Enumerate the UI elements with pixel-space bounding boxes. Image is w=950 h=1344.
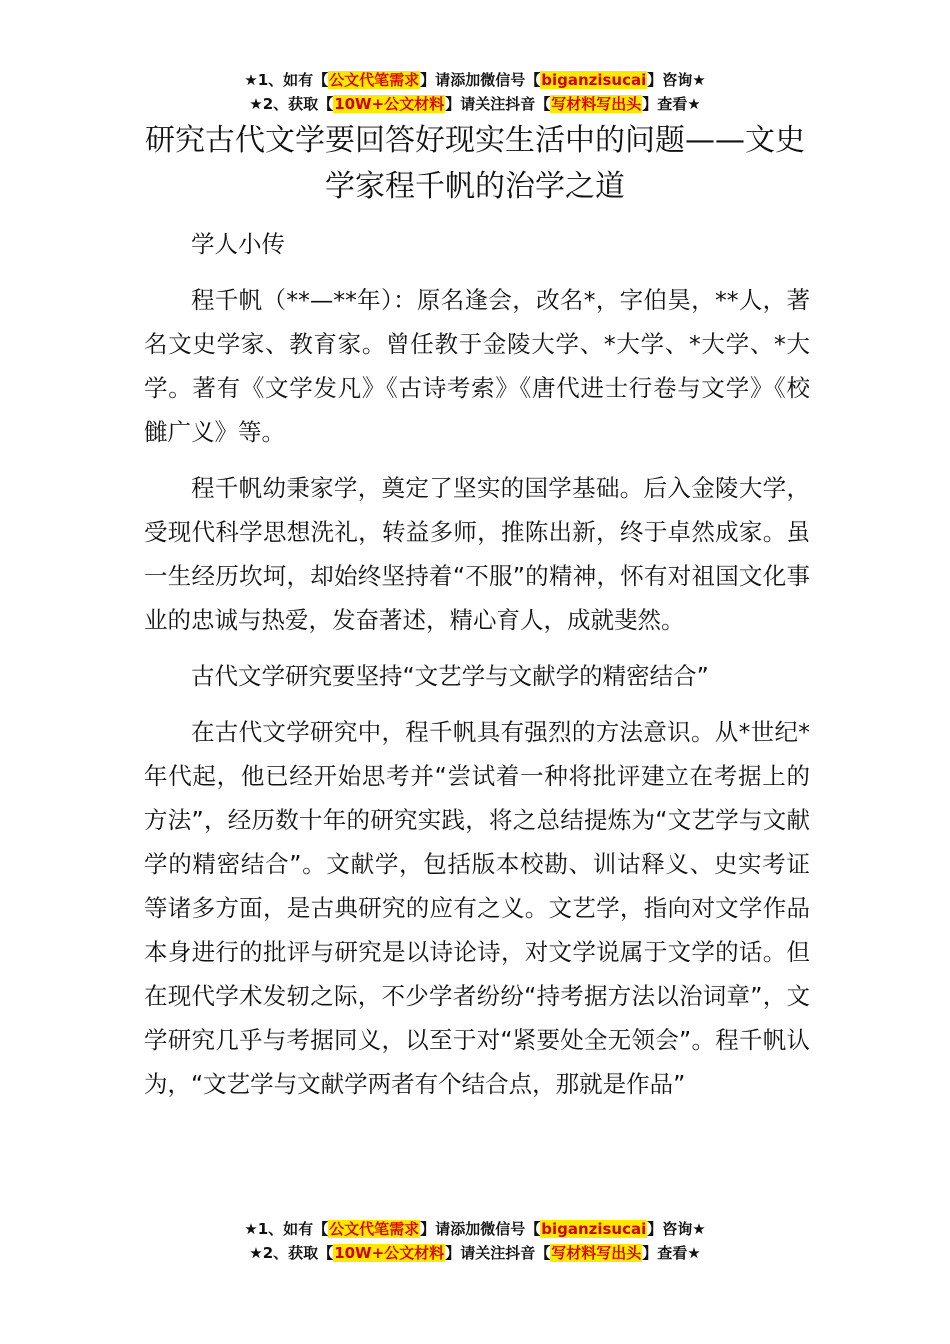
banner-text: 】请 [445,95,476,113]
banner-text: 抖音【 [505,95,551,113]
banner-text: 】咨询★ [647,71,706,89]
section-heading: 学人小传 [191,230,285,258]
banner-line-1 [0,1217,950,1241]
banner-text: 】请 [445,1244,476,1262]
banner-text: 】查看★ [642,95,701,113]
banner-emphasis: 添加 [450,1220,481,1238]
banner-text: ★2、获取【 [249,95,334,113]
highlight-douyin: 写材料写出头 [551,1244,642,1262]
banner-line-1 [0,68,950,92]
banner-emphasis: 添加 [450,71,481,89]
banner-text: ★2、获取【 [249,1244,334,1262]
banner-emphasis: 关注 [475,95,506,113]
document-title: 研究古代文学要回答好现实生活中的问题——文史学家程千帆的治学之道 [145,123,805,204]
footer-banner [0,1217,950,1265]
body-paragraph: 在古代文学研究中，程千帆具有强烈的方法意识。从*世纪*年代起，他已经开始思考并“尝试着一种将批评建立在考据上的方法”，经历数十年的研究实践，将之总结提炼为“文艺学与文献学的精密结合”。文献学，包括版本校勘、训诂释义、史实考证等诸多方面，是古典研究的应有之义。文艺学，指向对文学作品本身进行的批评与研究是以诗论诗，对文学说属于文学的话。但在现代学术发轫之际，不少学者纷纷“持考据方法以治词章”，文学研究几乎与考据同义，以至于对“紧要处全无领会”。程千帆认为，“文艺学与文献学两者有个结合点，那就是作品” [144,718,810,1098]
banner-text: 抖音【 [505,1244,551,1262]
highlight-wechat-id: biganzisucai [541,1220,647,1238]
body-paragraph: 程千帆（**—**年）：原名逢会，改名*，字伯昊，**人，著名文史学家、教育家。曾任教于金陵大学、*大学、*大学、*大学。著有《文学发凡》《古诗考索》《唐代进士行卷与文学》《校雠广义》等。 [144,286,810,446]
banner-text: ★1、如有【 [244,1220,329,1238]
banner-text: 】请 [420,1220,451,1238]
banner-text: 微信号【 [480,71,541,89]
highlight-service: 公文代笔需求 [329,1220,420,1238]
banner-line-2 [0,92,950,116]
highlight-materials: 10W+公文材料 [334,95,445,113]
document-body [144,222,810,1118]
banner-text: 】查看★ [642,1244,701,1262]
highlight-materials: 10W+公文材料 [334,1244,445,1262]
highlight-service: 公文代笔需求 [329,71,420,89]
banner-text: ★1、如有【 [244,71,329,89]
banner-emphasis: 关注 [475,1244,506,1262]
banner-text: 微信号【 [480,1220,541,1238]
banner-line-2 [0,1241,950,1265]
banner-text: 】请 [420,71,451,89]
section-heading: 古代文学研究要坚持“文艺学与文献学的精密结合” [191,662,709,690]
highlight-douyin: 写材料写出头 [551,95,642,113]
banner-text: 】咨询★ [647,1220,706,1238]
header-banner [0,68,950,116]
highlight-wechat-id: biganzisucai [541,71,647,89]
body-paragraph: 程千帆幼秉家学，奠定了坚实的国学基础。后入金陵大学，受现代科学思想洗礼，转益多师，推陈出新，终于卓然成家。虽一生经历坎坷，却始终坚持着“不服”的精神，怀有对祖国文化事业的忠诚与热爱，发奋著述，精心育人，成就斐然。 [144,474,810,634]
